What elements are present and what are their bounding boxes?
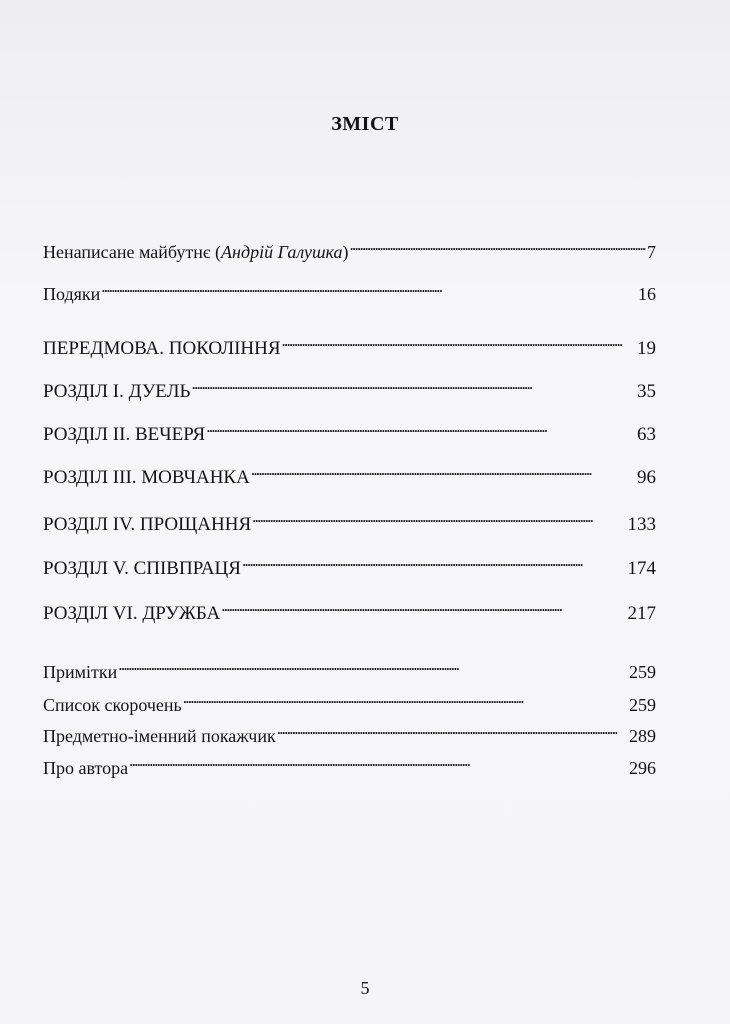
dot-leader (101, 274, 637, 300)
toc-entry-acknowledgements (43, 274, 656, 304)
toc-entry-title: Примітки (43, 662, 118, 682)
toc-entry-page: 259 (629, 695, 656, 715)
toc-entry-chapter-1 (43, 371, 656, 402)
dot-leader (251, 457, 636, 483)
toc-entry-title: ПЕРЕДМОВА. ПОКОЛІННЯ (43, 338, 281, 359)
toc-entry-title: Про автора (43, 758, 129, 778)
contents-title: ЗМІСТ (331, 113, 399, 135)
toc-entry-title: Ненаписане майбутнє (Андрій Галушка) (43, 242, 349, 262)
toc-entry-chapter-2 (43, 414, 656, 445)
toc-entry-title: Список скорочень (43, 695, 182, 715)
toc-entry-page: 217 (627, 603, 656, 624)
toc-entry-chapter-4 (43, 504, 656, 535)
toc-entry-index (43, 716, 656, 746)
toc-entry-title: РОЗДІЛ V. СПІВПРАЦЯ (43, 558, 241, 579)
toc-entry-title: РОЗДІЛ VI. ДРУЖБА (43, 603, 221, 624)
toc-entry-page: 289 (629, 726, 656, 746)
dot-leader (191, 371, 636, 397)
toc-entry-page: 259 (629, 662, 656, 682)
dot-leader (282, 328, 636, 354)
toc-entry-page: 133 (627, 514, 656, 535)
dot-leader (183, 685, 628, 711)
toc-entry-title: РОЗДІЛ ІІІ. МОВЧАНКА (43, 467, 250, 488)
dot-leader (221, 593, 626, 619)
toc-entry-chapter-6 (43, 593, 656, 624)
toc-entry-page: 19 (637, 338, 656, 359)
dot-leader (277, 716, 628, 742)
dot-leader (129, 748, 628, 774)
toc-entry-title: РОЗДІЛ ІІ. ВЕЧЕРЯ (43, 424, 206, 445)
toc-entry-page: 35 (637, 381, 656, 402)
toc-entry-author: Андрій Галушка (221, 242, 343, 262)
toc-entry-chapter-3 (43, 457, 656, 488)
toc-entry-title: РОЗДІЛ IV. ПРОЩАННЯ (43, 514, 252, 535)
dot-leader (252, 504, 626, 530)
toc-entry-chapter-5 (43, 548, 656, 579)
toc-entry-page: 7 (647, 242, 656, 262)
toc-entry-page: 63 (637, 424, 656, 445)
dot-leader (242, 548, 627, 574)
toc-entry-page: 16 (638, 284, 656, 304)
dot-leader (206, 414, 636, 440)
toc-entry-about-author (43, 748, 656, 778)
toc-entry-title: Подяки (43, 284, 101, 304)
page-number: 5 (360, 978, 370, 998)
toc-entry-page: 174 (627, 558, 656, 579)
toc-entry-abbreviations (43, 685, 656, 715)
toc-entry-page: 96 (637, 467, 656, 488)
toc-entry-page: 296 (629, 758, 656, 778)
toc-entry-foreword (43, 232, 656, 262)
toc-entry-preface (43, 328, 656, 359)
dot-leader (118, 652, 628, 678)
toc-entry-title: Предметно-іменний покажчик (43, 726, 276, 746)
dot-leader (350, 232, 646, 258)
toc-entry-title: РОЗДІЛ І. ДУЕЛЬ (43, 381, 191, 402)
toc-entry-notes (43, 652, 656, 682)
